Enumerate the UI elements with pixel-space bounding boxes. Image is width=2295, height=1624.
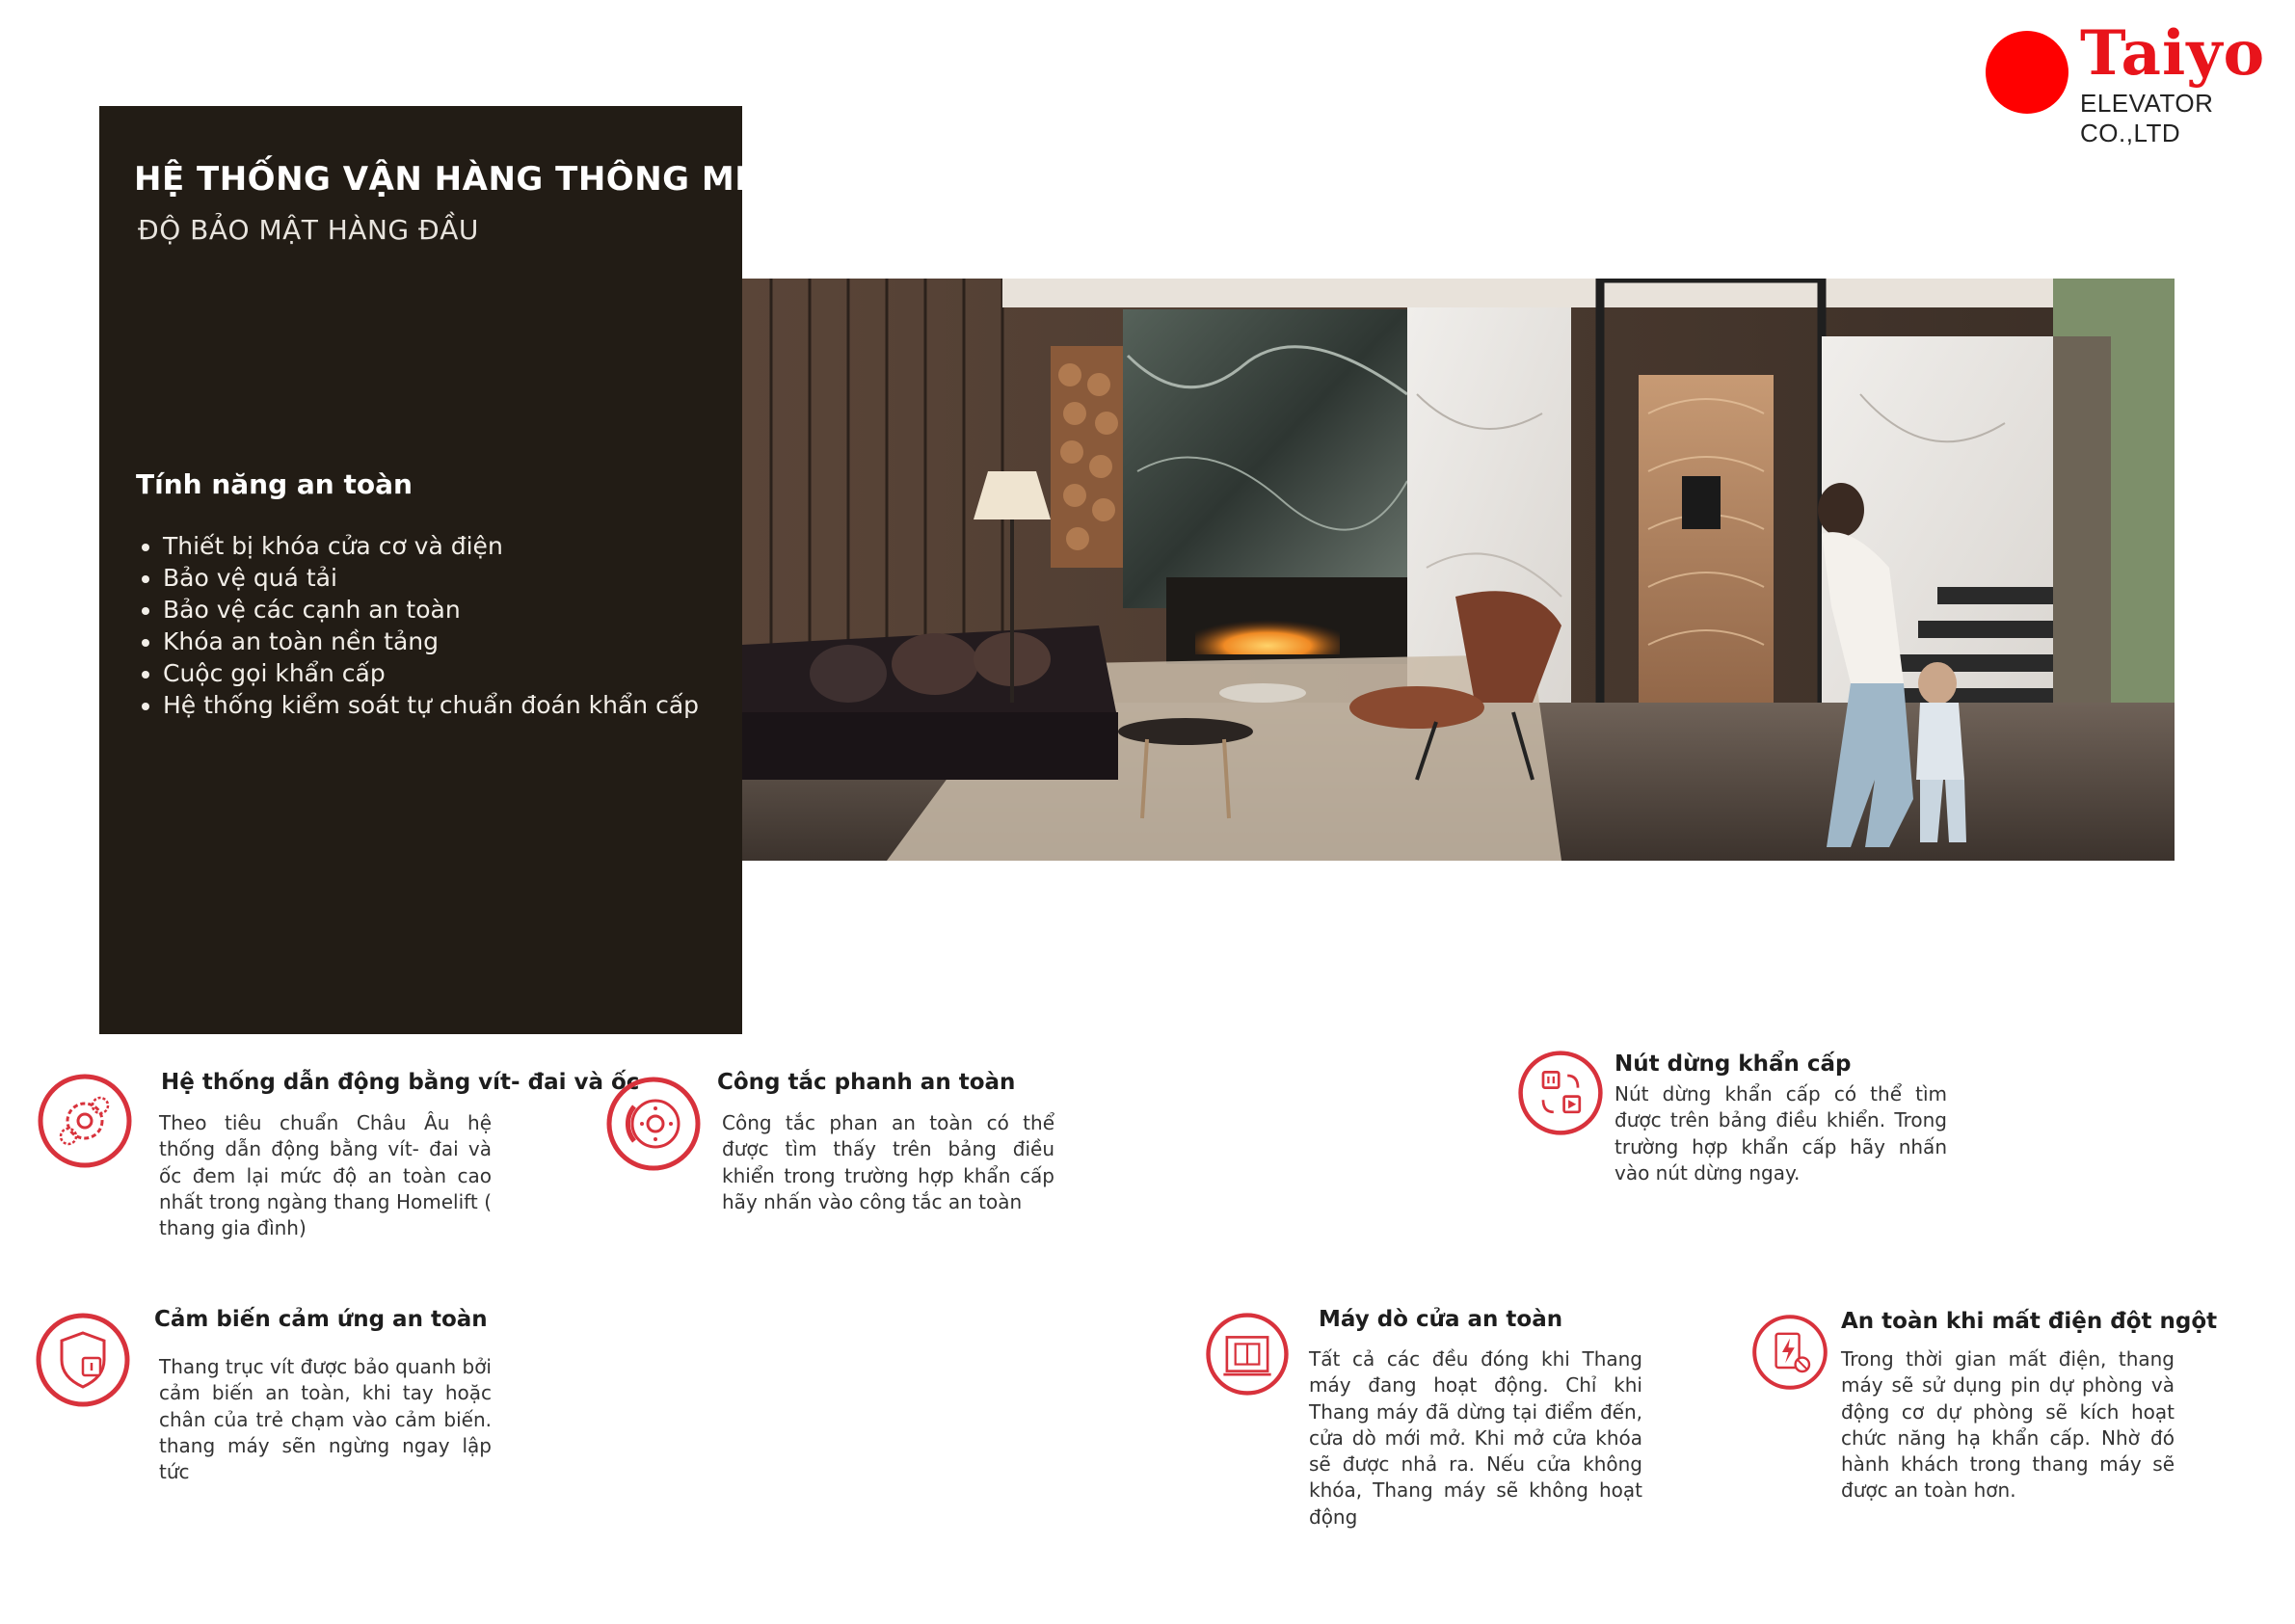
logo-brand: Taiyo bbox=[2080, 17, 2266, 90]
list-item: • Hệ thống kiểm soát tự chuẩn đoán khẩn cấp bbox=[163, 689, 699, 721]
feature-title: Nút dừng khẩn cấp bbox=[1615, 1052, 1852, 1077]
feature-description: Theo tiêu chuẩn Châu Âu hệ thống dẫn động bằng vít- đai và ốc đem lại mức độ an toàn cao nhất trong ngàng thang Homelift ( thang gia đình) bbox=[159, 1111, 492, 1240]
brake-icon bbox=[605, 1076, 702, 1172]
list-item: • Bảo vệ quá tải bbox=[163, 562, 699, 594]
feature-title: Máy dò cửa an toàn bbox=[1319, 1307, 1563, 1332]
list-item: • Cuộc gọi khẩn cấp bbox=[163, 657, 699, 689]
door-detector-icon bbox=[1205, 1312, 1301, 1408]
shield-sensor-icon bbox=[35, 1312, 131, 1408]
logo-subtitle: ELEVATOR CO.,LTD bbox=[2080, 89, 2214, 147]
gear-drive-icon bbox=[37, 1073, 133, 1169]
feature-title: Cảm biến cảm ứng an toàn bbox=[154, 1307, 488, 1332]
logo-red-dot bbox=[1986, 31, 2068, 114]
list-item: • Thiết bị khóa cửa cơ và điện bbox=[163, 530, 699, 562]
feature-description: Thang trục vít được bảo quanh bởi cảm biến an toàn, khi tay hoặc chân của trẻ chạm vào cảm biến. thang máy sẽn ngừng ngay lập tức bbox=[159, 1355, 492, 1484]
section-title: Tính năng an toàn bbox=[136, 468, 413, 500]
list-item: • Khóa an toàn nền tảng bbox=[163, 626, 699, 657]
list-item: • Bảo vệ các cạnh an toàn bbox=[163, 594, 699, 626]
power-outage-icon bbox=[1751, 1314, 1848, 1410]
feature-description: Trong thời gian mất điện, thang máy sẽ sử dụng pin dự phòng và động cơ dự phòng sẽ kích hoạt chức năng hạ khẩn cấp. Nhờ đó hành khách trong thang máy sẽ được an toàn hơn. bbox=[1841, 1347, 2175, 1503]
feature-title: Công tắc phanh an toàn bbox=[717, 1070, 1016, 1095]
living-room-elevator-photo bbox=[742, 279, 2175, 861]
feature-description: Tất cả các đều đóng khi Thang máy đang hoạt động. Chỉ khi Thang máy đã dừng tại điểm đến, cửa dò mới mở. Khi mở cửa khóa sẽ được nhả ra. Nếu cửa không khóa, Thang máy sẽ không hoạt động bbox=[1309, 1347, 1642, 1529]
company-logo bbox=[1986, 17, 2275, 147]
safety-feature-list bbox=[136, 530, 699, 721]
feature-title: Hệ thống dẫn động bằng vít- đai và ốc bbox=[161, 1070, 640, 1095]
page-subtitle: ĐỘ BẢO MẬT HÀNG ĐẦU bbox=[138, 214, 479, 246]
feature-description: Công tắc phan an toàn có thể được tìm thấy trên bảng điều khiển trong trường hợp khẩn cấp hãy nhấn vào công tắc an toàn bbox=[722, 1111, 1054, 1213]
intro-panel bbox=[99, 106, 804, 1034]
emergency-stop-icon bbox=[1517, 1050, 1614, 1146]
page-title: HỆ THỐNG VẬN HÀNG THÔNG MINH bbox=[134, 160, 804, 199]
feature-description: Nút dừng khẩn cấp có thể tìm được trên bảng điều khiển. Trong trường hợp khẩn cấp hãy nhấn vào nút dừng ngay. bbox=[1615, 1082, 1947, 1185]
feature-title: An toàn khi mất điện đột ngột bbox=[1841, 1309, 2218, 1334]
